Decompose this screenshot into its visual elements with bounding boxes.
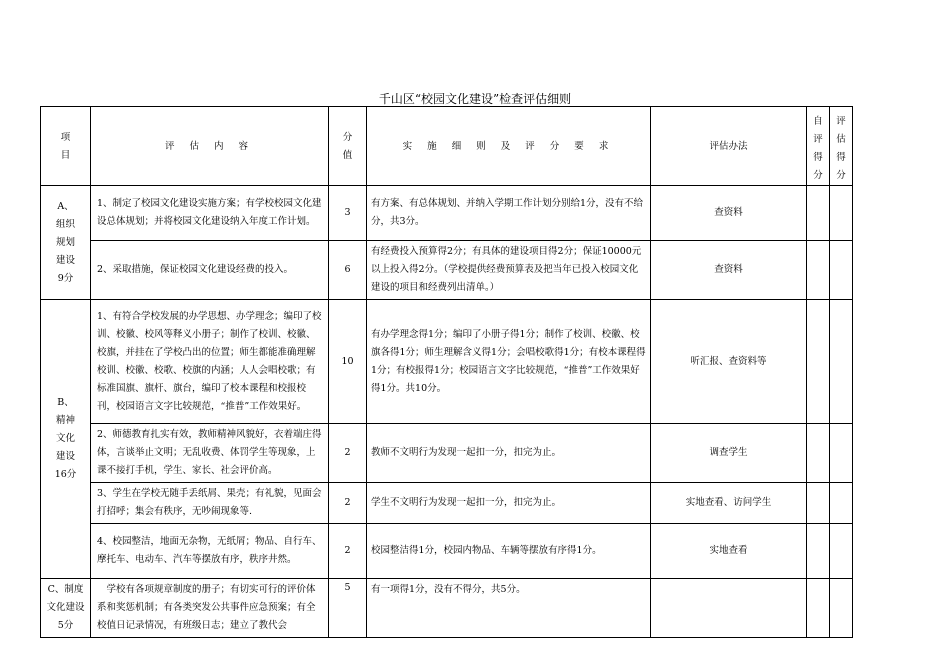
score-cell: 5 xyxy=(329,579,367,638)
section-a-label: A、组织规划建设9分 xyxy=(41,186,91,300)
requirements-cell: 有经费投入预算得2分；有具体的建设项目得2分；保证10000元以上投入得2分。（学校提供经费预算表及把当年已投入校园文化建设的项目和经费列出清单。） xyxy=(367,241,651,300)
self-score-cell[interactable] xyxy=(807,524,830,579)
method-cell: 查资料 xyxy=(651,186,807,241)
table-row xyxy=(41,186,853,241)
requirements-cell: 学生不文明行为发现一起扣一分，扣完为止。 xyxy=(367,483,651,524)
content-cell: 1、制定了校园文化建设实施方案；有学校校园文化建设总体规划；并将校园文化建设纳入年度工作计划。 xyxy=(91,186,329,241)
method-cell: 查资料 xyxy=(651,241,807,300)
method-cell: 实地查看 xyxy=(651,524,807,579)
section-c-label: C、制度文化建设5分 xyxy=(41,579,91,638)
score-cell: 10 xyxy=(329,300,367,424)
content-cell: 2、师德教育扎实有效，教师精神风貌好，衣着端庄得体，言谈举止文明；无乱收费、体罚学生等现象，上课不接打手机，学生、家长、社会评价高。 xyxy=(91,424,329,483)
eval-score-cell[interactable] xyxy=(830,524,853,579)
table-row xyxy=(41,524,853,579)
header-requirements: 实 施 细 则 及 评 分 要 求 xyxy=(367,107,651,186)
self-score-cell[interactable] xyxy=(807,424,830,483)
method-cell: 实地查看、访问学生 xyxy=(651,483,807,524)
table-row xyxy=(41,483,853,524)
table-header-row xyxy=(41,107,853,186)
score-cell: 2 xyxy=(329,483,367,524)
self-score-cell[interactable] xyxy=(807,483,830,524)
content-cell: 3、学生在学校无随手丢纸屑、果壳；有礼貌，见面会打招呼；集会有秩序，无吵闹现象等. xyxy=(91,483,329,524)
table-row xyxy=(41,241,853,300)
requirements-cell: 有方案、有总体规划、并纳入学期工作计划分别给1分，没有不给分，共3分。 xyxy=(367,186,651,241)
evaluation-table xyxy=(40,106,853,638)
eval-score-cell[interactable] xyxy=(830,300,853,424)
section-b-label: B、精神文化建设16分 xyxy=(41,300,91,579)
eval-score-cell[interactable] xyxy=(830,579,853,638)
requirements-cell: 校园整洁得1分，校园内物品、车辆等摆放有序得1分。 xyxy=(367,524,651,579)
header-score: 分值 xyxy=(329,107,367,186)
header-method: 评估办法 xyxy=(651,107,807,186)
requirements-cell: 有办学理念得1分；编印了小册子得1分；制作了校训、校徽、校旗各得1分；师生理解含义得1分；会唱校歌得1分；有校本课程得1分；有校报得1分；校园语言文字比较规范，“推普”工作效果好得1分。共10分。 xyxy=(367,300,651,424)
content-cell: 4、校园整洁，地面无杂物，无纸屑；物品、自行车、摩托车、电动车、汽车等摆放有序，秩序井然。 xyxy=(91,524,329,579)
eval-score-cell[interactable] xyxy=(830,241,853,300)
method-cell: 调查学生 xyxy=(651,424,807,483)
requirements-cell: 有一项得1分，没有不得分，共5分。 xyxy=(367,579,651,638)
self-score-cell[interactable] xyxy=(807,241,830,300)
method-cell xyxy=(651,579,807,638)
method-cell: 听汇报、查资料等 xyxy=(651,300,807,424)
score-cell: 2 xyxy=(329,524,367,579)
header-content: 评 估 内 容 xyxy=(91,107,329,186)
content-cell: 学校有各项规章制度的册子；有切实可行的评价体系和奖惩机制；有各类突发公共事件应急预案；有全校值日记录情况，有班级日志；建立了教代会 xyxy=(91,579,329,638)
self-score-cell[interactable] xyxy=(807,300,830,424)
score-cell: 6 xyxy=(329,241,367,300)
content-cell: 2、采取措施，保证校园文化建设经费的投入。 xyxy=(91,241,329,300)
eval-score-cell[interactable] xyxy=(830,424,853,483)
self-score-cell[interactable] xyxy=(807,579,830,638)
eval-score-cell[interactable] xyxy=(830,186,853,241)
table-row xyxy=(41,300,853,424)
table-row xyxy=(41,579,853,638)
page-title: 千山区“校园文化建设”检查评估细则 xyxy=(378,92,572,106)
table-row xyxy=(41,424,853,483)
content-cell: 1、有符合学校发展的办学思想、办学理念；编印了校训、校徽、校风等释义小册子；制作了校训、校徽、校旗，并挂在了学校凸出的位置；师生都能准确理解校训、校徽、校歌、校旗的内涵；人人会唱校歌；有标准国旗、旗杆、旗台，编印了校本课程和校报校刊，校园语言文字比较规范，“推普”工作效果好。 xyxy=(91,300,329,424)
header-self-score: 自评得分 xyxy=(807,107,830,186)
header-item: 项目 xyxy=(41,107,91,186)
eval-score-cell[interactable] xyxy=(830,483,853,524)
score-cell: 3 xyxy=(329,186,367,241)
requirements-cell: 教师不文明行为发现一起扣一分，扣完为止。 xyxy=(367,424,651,483)
score-cell: 2 xyxy=(329,424,367,483)
self-score-cell[interactable] xyxy=(807,186,830,241)
header-eval-score: 评估得分 xyxy=(830,107,853,186)
